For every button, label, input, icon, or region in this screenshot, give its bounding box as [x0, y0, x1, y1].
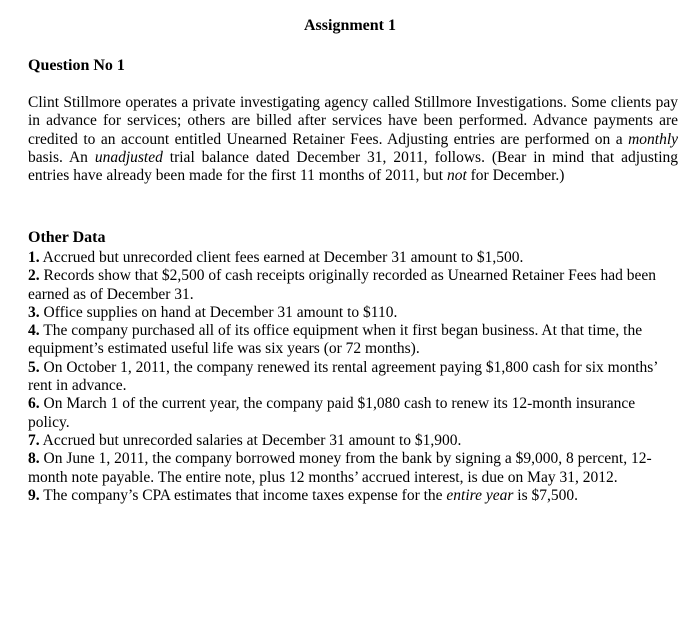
item-number: 5.	[28, 358, 40, 376]
item-number: 1.	[28, 249, 40, 266]
list-item	[28, 267, 678, 304]
intro-text-4: for December.)	[466, 167, 565, 185]
intro-emphasis-not: not	[446, 167, 467, 185]
list-item	[28, 304, 678, 322]
item-text: On March 1 of the current year, the company paid $1,080 cash to renew its 12-month insurance policy.	[28, 395, 636, 431]
item-text: Accrued but unrecorded salaries at December 31 amount to $1,900.	[39, 431, 462, 449]
intro-emphasis-monthly: monthly	[628, 130, 678, 148]
list-item	[28, 322, 678, 359]
intro-text-2: basis. An	[28, 148, 95, 166]
list-item	[28, 487, 678, 505]
item-text: On October 1, 2011, the company renewed its rental agreement paying $1,800 cash for six months’ rent in advance.	[28, 358, 658, 395]
assignment-title: Assignment 1	[303, 17, 396, 34]
item-number: 6.	[28, 395, 40, 413]
item-text-after: is $7,500.	[513, 486, 579, 504]
item-number: 8.	[28, 450, 40, 468]
list-item	[28, 432, 678, 450]
item-emphasis-entire-year: entire year	[446, 486, 514, 504]
intro-emphasis-unadjusted: unadjusted	[94, 148, 163, 166]
question-heading: Question No 1	[28, 57, 125, 74]
item-number: 3.	[28, 303, 40, 321]
item-number: 2.	[28, 267, 40, 285]
item-text: Records show that $2,500 of cash receipts originally recorded as Unearned Retainer Fees had been earned as of December 31.	[28, 267, 656, 303]
intro-paragraph	[28, 94, 678, 185]
item-text: The company purchased all of its office equipment when it first began business. At that time, the equipment’s estimated useful life was six years (or 72 months).	[28, 322, 643, 358]
item-text: On June 1, 2011, the company borrowed money from the bank by signing a $9,000, 8 percent, 12-month note payable. The entire note, plus 12 months’ accrued interest, is due on May 31, 2012.	[28, 450, 652, 486]
item-number: 4.	[28, 322, 40, 340]
list-item	[28, 450, 678, 487]
other-data-list	[28, 249, 678, 505]
list-item	[28, 359, 678, 396]
other-data-heading: Other Data	[28, 229, 106, 246]
intro-text-1: Clint Stillmore operates a private investigating agency called Stillmore Investigations. Some clients pay in advance for services; others are billed after services have been performed. Advance payments are credited to an account entitled Unearned Retainer Fees. Adjusting entries are performed on a	[28, 94, 678, 148]
item-text: Office supplies on hand at December 31 amount to $110.	[39, 303, 398, 321]
list-item	[28, 395, 678, 432]
item-number: 9.	[28, 486, 40, 504]
item-text: Accrued but unrecorded client fees earned at December 31 amount to $1,500.	[39, 249, 524, 266]
list-item	[28, 249, 678, 267]
item-text-before: The company’s CPA estimates that income taxes expense for the	[39, 486, 447, 504]
intro-text-3: trial balance dated December 31, 2011, follows. (Bear in mind that adjusting entries have already been made for the first 11 months of 2011, but	[28, 148, 678, 185]
item-number: 7.	[28, 431, 40, 449]
